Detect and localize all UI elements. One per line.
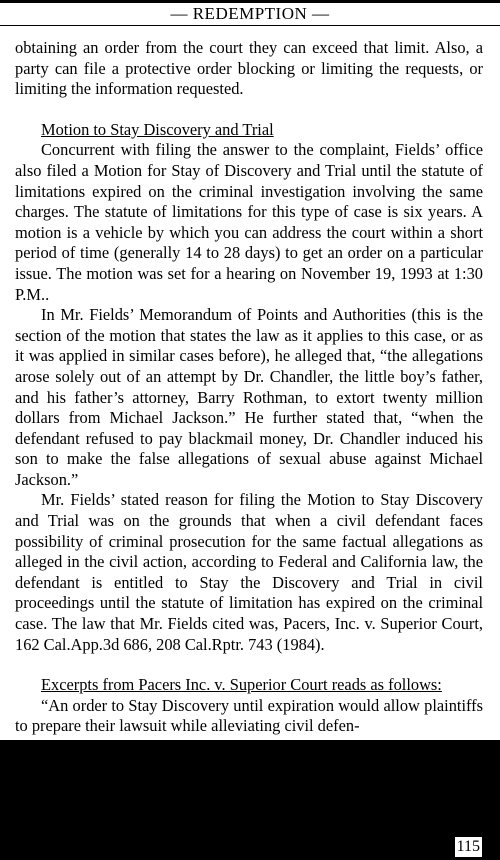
paragraph-stated-reason: Mr. Fields’ stated reason for filing the Motion to Stay Discovery and Trial was on the grounds that when a civil defendant faces possibility of criminal prosecution for the same factual allegations as alleged in the civil action, according to Federal and California law, the defendant is entitled to Stay the Discovery and Trial in civil proceedings until the statute of limitation has expired on the criminal case. The law that Mr. Fields cited was, Pacers, Inc. v. Superior Court, 162 Cal.App.3d 686, 208 Cal.Rptr. 743 (1984).	[15, 490, 483, 654]
paragraph-concurrent-filing: Concurrent with filing the answer to the complaint, Fields’ office also filed a Motion for Stay of Discovery and Trial until the statute of limitations expired on the criminal investigation involving the same charges. The statute of limitations for this type of case is six years. A motion is a vehicle by which you can address the court within a short period of time (generally 14 to 28 days) to get an order on a particular issue. The motion was set for a hearing on November 19, 1993 at 1:30 P.M..	[15, 140, 483, 304]
paragraph-quote: “An order to Stay Discovery until expiration would allow plaintiffs to prepare their lawsuit while alleviating civil defen-	[15, 695, 483, 736]
body-text	[15, 38, 483, 737]
page-number: 115	[456, 838, 480, 855]
running-header: — REDEMPTION —	[0, 3, 500, 25]
page-content	[0, 26, 500, 740]
paragraph-memorandum: In Mr. Fields’ Memorandum of Points and Authorities (this is the section of the motion that states the law as it applies to this case, or as it was applied in similar cases before), he alleged that, “the allegations arose solely out of an attempt by Dr. Chandler, the little boy’s father, and his father’s attorney, Barry Rothman, to extort twenty million dollars from Michael Jackson.” He further stated that, “when the defendant refused to pay blackmail money, Dr. Chandler induced his son to make the false allegations of sexual abuse against Michael Jackson.”	[15, 305, 483, 489]
section-heading-excerpts: Excerpts from Pacers Inc. v. Superior Court reads as follows:	[41, 675, 442, 695]
paragraph-continued: obtaining an order from the court they can exceed that limit. Also, a party can file a protective order blocking or limiting the requests, or limiting the information requested.	[15, 38, 483, 99]
section-heading-motion-to-stay: Motion to Stay Discovery and Trial	[41, 119, 274, 139]
